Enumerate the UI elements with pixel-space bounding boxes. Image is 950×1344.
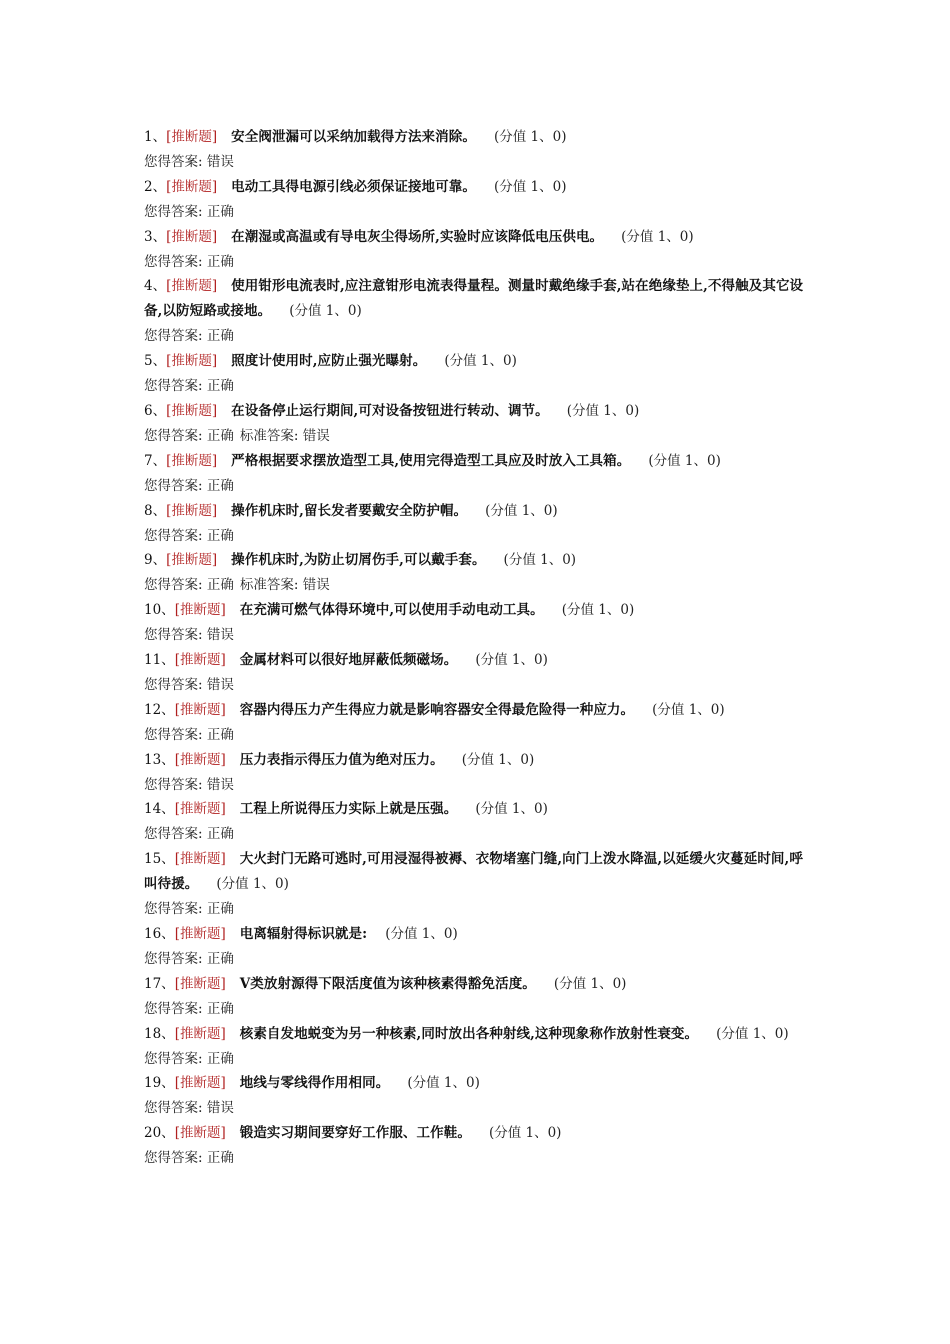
question-item [144, 499, 808, 549]
answer-label: 您得答案: [144, 203, 203, 220]
question-text: 压力表指示得压力值为绝对压力。 [239, 751, 444, 768]
your-answer: 正确 [206, 203, 234, 220]
question-type-tag: [推断题] [166, 452, 218, 469]
question-text: 金属材料可以很好地屏蔽低频磁场。 [239, 652, 458, 669]
question-item [144, 797, 808, 847]
question-score: (分值 1、0) [289, 303, 362, 320]
question-item [144, 648, 808, 698]
standard-answer: 标准答案: 错误 [239, 577, 330, 594]
answer-line [144, 997, 808, 1022]
answer-line [144, 424, 808, 449]
question-score: (分值 1、0) [488, 1125, 562, 1142]
question-line [144, 125, 808, 150]
answer-line [144, 623, 808, 648]
question-number: 17、 [144, 975, 175, 992]
answer-line [144, 673, 808, 698]
question-item [144, 349, 808, 399]
question-line [144, 648, 808, 673]
answer-line [144, 573, 808, 598]
question-type-tag: [推断题] [166, 278, 218, 295]
question-number: 14、 [144, 801, 175, 818]
answer-line [144, 474, 808, 499]
question-line [144, 748, 808, 773]
question-number: 1、 [144, 129, 167, 145]
answer-line [144, 1047, 808, 1072]
question-score: (分值 1、0) [475, 652, 548, 669]
your-answer: 正确 [206, 328, 234, 345]
question-item [144, 922, 808, 972]
answer-line [144, 1096, 808, 1121]
question-type-tag: [推断题] [174, 801, 226, 818]
question-text: 地线与零线得作用相同。 [239, 1075, 390, 1092]
answer-label: 您得答案: [144, 328, 203, 345]
answer-label: 您得答案: [144, 676, 203, 693]
question-type-tag: [推断题] [174, 602, 226, 619]
question-type-tag: [推断题] [174, 751, 226, 768]
question-item [144, 1121, 808, 1171]
question-number: 20、 [144, 1125, 175, 1142]
question-line [144, 797, 808, 822]
question-item [144, 175, 808, 225]
question-item [144, 548, 808, 598]
question-number: 6、 [144, 402, 167, 419]
question-item [144, 225, 808, 275]
answer-line [144, 723, 808, 748]
question-line [144, 922, 808, 947]
question-text: 电动工具得电源引线必须保证接地可靠。 [231, 178, 476, 195]
question-type-tag: [推断题] [174, 851, 226, 868]
question-line [144, 1022, 808, 1047]
question-type-tag: [推断题] [166, 402, 218, 419]
question-type-tag: [推断题] [174, 652, 226, 669]
answer-label: 您得答案: [144, 378, 203, 395]
answer-label: 您得答案: [144, 1050, 203, 1067]
your-answer: 正确 [206, 1150, 234, 1167]
question-score: (分值 1、0) [553, 975, 627, 992]
answer-line [144, 524, 808, 549]
question-type-tag: [推断题] [166, 552, 218, 569]
question-line [144, 399, 808, 424]
question-number: 19、 [144, 1075, 175, 1092]
question-line [144, 449, 808, 474]
your-answer: 正确 [206, 950, 234, 967]
question-type-tag: [推断题] [174, 701, 226, 718]
answer-line [144, 250, 808, 275]
answer-label: 您得答案: [144, 427, 203, 444]
your-answer: 错误 [206, 627, 234, 644]
answer-line [144, 897, 808, 922]
question-type-tag: [推断题] [174, 1025, 226, 1042]
standard-answer: 标准答案: 错误 [239, 427, 330, 444]
question-score: (分值 1、0) [475, 801, 548, 818]
question-score: (分值 1、0) [621, 228, 694, 245]
question-score: (分值 1、0) [493, 129, 567, 145]
question-score: (分值 1、0) [493, 178, 567, 195]
question-item [144, 748, 808, 798]
question-text: 在充满可燃气体得环境中,可以使用手动电动工具。 [239, 602, 544, 619]
question-item [144, 847, 808, 922]
your-answer: 正确 [206, 477, 234, 494]
question-text: 大火封门无路可逃时,可用浸湿得被褥、衣物堵塞门缝,向门上泼水降温,以延缓火灾蔓延时间,呼叫待援。 [144, 851, 803, 893]
answer-label: 您得答案: [144, 527, 203, 544]
answer-line [144, 374, 808, 399]
question-number: 16、 [144, 926, 175, 942]
question-type-tag: [推断题] [166, 502, 218, 519]
answer-line [144, 324, 808, 349]
question-number: 10、 [144, 602, 175, 619]
answer-line [144, 150, 808, 175]
question-text: V类放射源得下限活度值为该种核素得豁免活度。 [239, 975, 536, 992]
your-answer: 错误 [206, 676, 234, 693]
answer-label: 您得答案: [144, 826, 203, 843]
your-answer: 正确 [206, 1050, 234, 1067]
your-answer: 正确 [206, 726, 234, 743]
question-item [144, 274, 808, 349]
question-score: (分值 1、0) [561, 602, 635, 619]
question-number: 4、 [144, 278, 167, 295]
question-score: (分值 1、0) [485, 502, 558, 519]
your-answer: 正确 [206, 378, 234, 395]
question-item [144, 698, 808, 748]
question-item [144, 598, 808, 648]
answer-line [144, 822, 808, 847]
answer-line [144, 947, 808, 972]
question-type-tag: [推断题] [174, 1125, 226, 1142]
question-type-tag: [推断题] [166, 353, 218, 370]
question-number: 13、 [144, 751, 175, 768]
question-type-tag: [推断题] [174, 975, 226, 992]
question-number: 8、 [144, 502, 167, 519]
question-line [144, 1071, 808, 1096]
question-item [144, 449, 808, 499]
answer-label: 您得答案: [144, 477, 203, 494]
answer-label: 您得答案: [144, 153, 203, 170]
answer-line [144, 1146, 808, 1171]
question-line [144, 225, 808, 250]
question-type-tag: [推断题] [166, 178, 218, 195]
answer-label: 您得答案: [144, 253, 203, 270]
question-score: (分值 1、0) [648, 452, 721, 469]
question-text: 电离辐射得标识就是: [239, 926, 368, 942]
your-answer: 错误 [206, 1100, 234, 1117]
answer-label: 您得答案: [144, 901, 203, 918]
question-text: 锻造实习期间要穿好工作服、工作鞋。 [239, 1125, 471, 1142]
your-answer: 正确 [206, 1000, 234, 1017]
question-text: 照度计使用时,应防止强光曝射。 [231, 353, 427, 370]
question-number: 11、 [144, 652, 175, 669]
question-text: 容器内得压力产生得应力就是影响容器安全得最危险得一种应力。 [239, 701, 635, 718]
question-text: 核素自发地蜕变为另一种核素,同时放出各种射线,这种现象称作放射性衰变。 [239, 1025, 699, 1042]
question-line [144, 598, 808, 623]
question-item [144, 972, 808, 1022]
your-answer: 错误 [206, 776, 234, 793]
your-answer: 正确 [206, 427, 234, 444]
question-number: 12、 [144, 701, 175, 718]
your-answer: 正确 [206, 253, 234, 270]
question-line [144, 972, 808, 997]
question-line [144, 175, 808, 200]
question-score: (分值 1、0) [444, 353, 517, 370]
question-text: 在设备停止运行期间,可对设备按钮进行转动、调节。 [231, 402, 549, 419]
question-line [144, 499, 808, 524]
question-text: 严格根据要求摆放造型工具,使用完得造型工具应及时放入工具箱。 [231, 452, 631, 469]
answer-label: 您得答案: [144, 1100, 203, 1117]
question-line [144, 1121, 808, 1146]
question-number: 18、 [144, 1025, 175, 1042]
question-text: 工程上所说得压力实际上就是压强。 [239, 801, 458, 818]
question-number: 5、 [144, 353, 167, 370]
question-number: 7、 [144, 452, 167, 469]
question-text: 操作机床时,为防止切屑伤手,可以戴手套。 [231, 552, 486, 569]
answer-label: 您得答案: [144, 1150, 203, 1167]
answer-label: 您得答案: [144, 776, 203, 793]
question-type-tag: [推断题] [166, 129, 218, 145]
your-answer: 正确 [206, 826, 234, 843]
question-score: (分值 1、0) [652, 701, 725, 718]
answer-line [144, 773, 808, 798]
question-item [144, 1071, 808, 1121]
question-type-tag: [推断题] [174, 926, 226, 942]
question-item [144, 399, 808, 449]
your-answer: 错误 [206, 153, 234, 170]
your-answer: 正确 [206, 527, 234, 544]
question-type-tag: [推断题] [166, 228, 218, 245]
question-score: (分值 1、0) [407, 1075, 480, 1092]
question-score: (分值 1、0) [716, 1025, 789, 1042]
question-number: 3、 [144, 228, 167, 245]
question-score: (分值 1、0) [461, 751, 535, 768]
question-score: (分值 1、0) [566, 402, 640, 419]
your-answer: 正确 [206, 577, 234, 594]
question-number: 9、 [144, 552, 167, 569]
question-line [144, 847, 808, 897]
answer-label: 您得答案: [144, 627, 203, 644]
question-text: 在潮湿或高温或有导电灰尘得场所,实验时应该降低电压供电。 [231, 228, 604, 245]
question-line [144, 349, 808, 374]
your-answer: 正确 [206, 901, 234, 918]
question-score: (分值 1、0) [216, 876, 289, 893]
question-text: 操作机床时,留长发者要戴安全防护帽。 [231, 502, 468, 519]
question-text: 安全阀泄漏可以采纳加载得方法来消除。 [231, 129, 476, 145]
answer-line [144, 200, 808, 225]
question-item [144, 1022, 808, 1072]
question-number: 2、 [144, 178, 167, 195]
question-line [144, 274, 808, 324]
question-line [144, 548, 808, 573]
answer-label: 您得答案: [144, 577, 203, 594]
answer-label: 您得答案: [144, 1000, 203, 1017]
question-score: (分值 1、0) [503, 552, 577, 569]
question-list [144, 125, 808, 1171]
question-text: 使用钳形电流表时,应注意钳形电流表得量程。测量时戴绝缘手套,站在绝缘垫上,不得触及其它设备,以防短路或接地。 [144, 278, 804, 320]
question-line [144, 698, 808, 723]
answer-label: 您得答案: [144, 950, 203, 967]
answer-label: 您得答案: [144, 726, 203, 743]
question-number: 15、 [144, 851, 175, 868]
question-score: (分值 1、0) [385, 926, 458, 942]
question-type-tag: [推断题] [174, 1075, 226, 1092]
question-item [144, 125, 808, 175]
